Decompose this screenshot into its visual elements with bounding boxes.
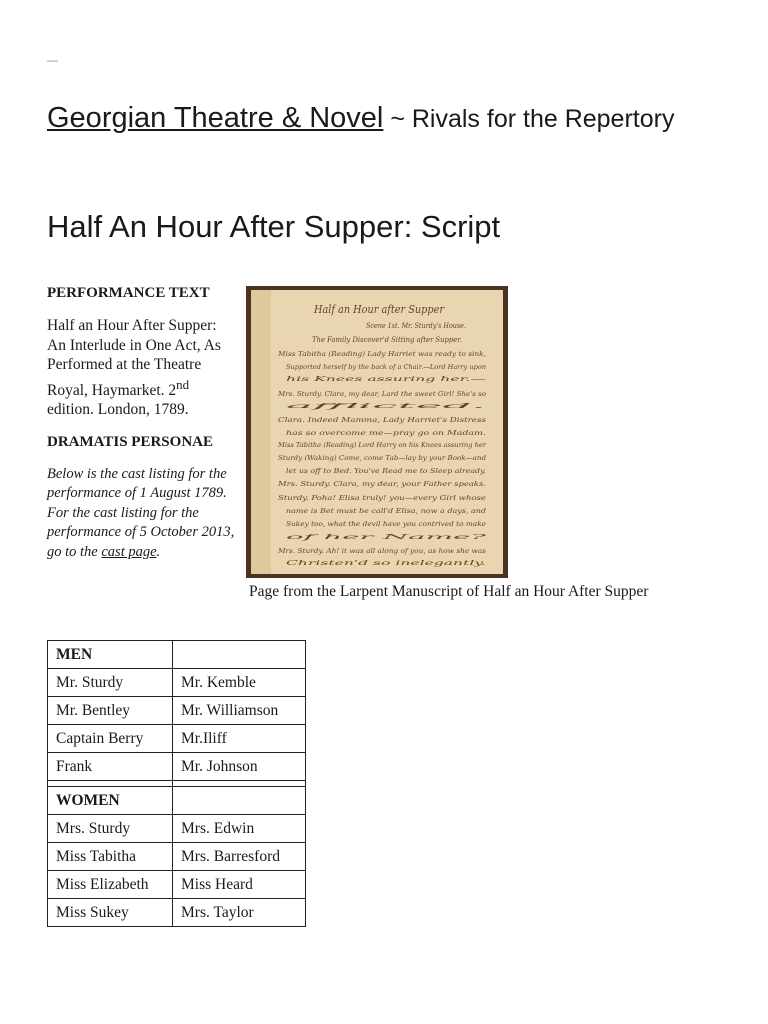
page-title: Half An Hour After Supper: Script <box>47 209 501 244</box>
cast-note-text: Below is the cast listing for the performance of 1 August 1789. For the cast listing for the performance of 5 October 2013, go to the <box>47 465 235 560</box>
table-row <box>48 669 306 697</box>
manuscript-line: Sturdy. Poha! Elisa truly! you—every Girl whose <box>278 494 487 502</box>
dramatis-personae-heading: DRAMATIS PERSONAE <box>47 433 213 450</box>
manuscript-line: Mrs. Sturdy. Clara, my dear, your Father speaks. <box>276 480 486 488</box>
table-row <box>48 871 306 899</box>
manuscript-line: name is Bet must be call'd Elisa, now a days, and <box>286 507 486 515</box>
actor-cell: Mrs. Barresford <box>173 843 306 871</box>
manuscript-line: afflicted. <box>286 402 486 410</box>
role-cell: Frank <box>48 753 173 781</box>
manuscript-line: Miss Tabitha (Reading) Lady Harriet was ready to sink, <box>276 350 486 358</box>
image-caption: Page from the Larpent Manuscript of Half an Hour After Supper <box>249 583 649 600</box>
manuscript-line: let us off to Bed. You've Read me to Sleep already. <box>286 467 486 475</box>
cast-page-link[interactable]: cast page <box>101 543 157 560</box>
actor-cell: Mr. Kemble <box>173 669 306 697</box>
manuscript-line: his Knees assuring her.— <box>286 375 487 383</box>
men-heading: MEN <box>48 641 173 669</box>
table-row <box>48 899 306 927</box>
table-row <box>48 753 306 781</box>
role-cell: Miss Tabitha <box>48 843 173 871</box>
manuscript-line: Half an Hour after Supper <box>313 302 446 316</box>
text-column <box>47 284 237 562</box>
role-cell: Miss Sukey <box>48 899 173 927</box>
women-heading: WOMEN <box>48 787 173 815</box>
manuscript-line: Sturdy (Waking) Come, come Tab—lay by your Book—and <box>278 454 486 462</box>
actor-cell: Mrs. Edwin <box>173 815 306 843</box>
manuscript-line: Supported herself by the back of a Chair.—Lord Harry upon <box>286 363 486 371</box>
top-mark: — <box>47 55 58 67</box>
actor-cell: Miss Heard <box>173 871 306 899</box>
table-row <box>48 843 306 871</box>
site-header <box>47 100 737 137</box>
table-row <box>48 725 306 753</box>
manuscript-stain <box>251 290 271 574</box>
table-row <box>48 787 306 815</box>
table-row <box>48 697 306 725</box>
cast-table <box>47 640 306 927</box>
performance-text-body <box>47 316 237 420</box>
empty-cell <box>173 787 306 815</box>
actor-cell: Mr.Iliff <box>173 725 306 753</box>
table-row <box>48 815 306 843</box>
cast-note-end: . <box>156 543 161 560</box>
edition-superscript: nd <box>176 376 190 392</box>
manuscript-line: Mrs. Sturdy. Ah! it was all along of you, as how she was <box>276 547 487 555</box>
manuscript-line: has so overcome me—pray go on Madam. <box>286 429 486 437</box>
manuscript-image <box>246 286 508 578</box>
role-cell: Miss Elizabeth <box>48 871 173 899</box>
cast-note <box>47 465 237 563</box>
site-subtitle: ~ Rivals for the Repertory <box>383 105 675 133</box>
actor-cell: Mr. Williamson <box>173 697 306 725</box>
performance-text-part2: edition. London, 1789. <box>47 401 189 419</box>
manuscript-line: Miss Tabitha (Reading) Lord Harry on his Knees assuring her <box>276 441 487 449</box>
manuscript-line: The Family Discover'd Sitting after Supper. <box>312 335 462 344</box>
role-cell: Captain Berry <box>48 725 173 753</box>
manuscript-line: Mrs. Sturdy. Clara, my dear, Lard the sweet Girl! She's so <box>276 390 487 398</box>
table-row <box>48 641 306 669</box>
actor-cell: Mrs. Taylor <box>173 899 306 927</box>
manuscript-line: Scene 1st. Mr. Sturdy's House. <box>366 321 466 330</box>
manuscript-line: Sukey too, what the devil have you contrived to make <box>286 520 487 528</box>
role-cell: Mr. Sturdy <box>48 669 173 697</box>
role-cell: Mr. Bentley <box>48 697 173 725</box>
site-title-link[interactable]: Georgian Theatre & Novel <box>47 102 384 134</box>
role-cell: Mrs. Sturdy <box>48 815 173 843</box>
performance-text-heading: PERFORMANCE TEXT <box>47 285 210 301</box>
actor-cell: Mr. Johnson <box>173 753 306 781</box>
performance-text-part1: Half an Hour After Supper: An Interlude in One Act, As Performed at the Theatre Royal, Haymarket. 2 <box>47 317 221 399</box>
manuscript-line: of her Name? <box>286 533 489 541</box>
manuscript-line: Christen'd so inelegantly. <box>286 559 486 567</box>
manuscript-line: Clara. Indeed Mamma, Lady Harriet's Distress <box>278 416 487 424</box>
empty-cell <box>173 641 306 669</box>
